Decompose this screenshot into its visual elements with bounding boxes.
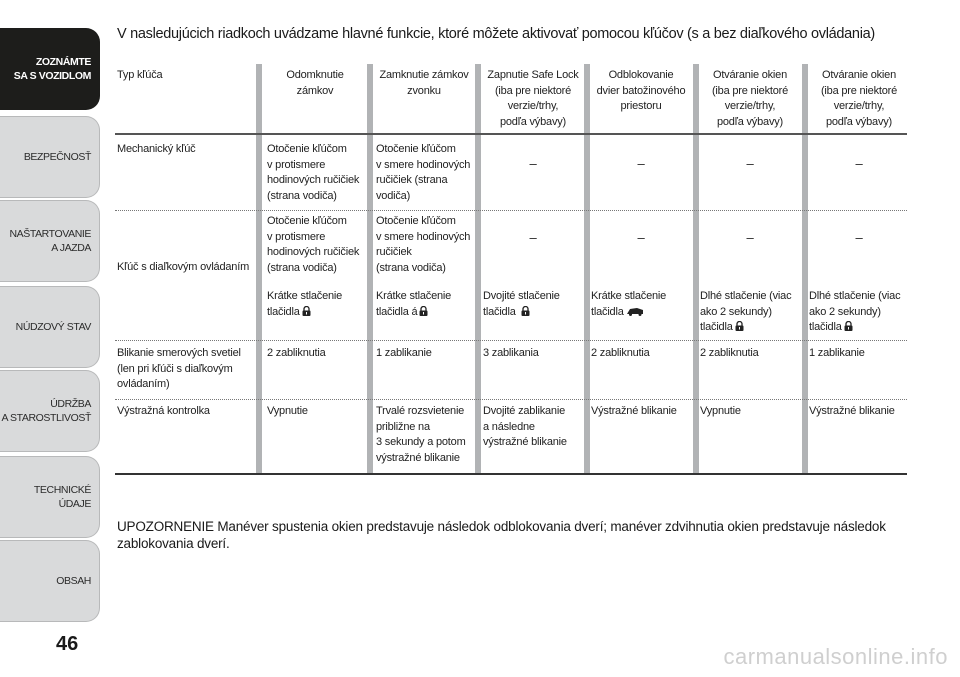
padlock-icon — [419, 306, 428, 316]
padlock-icon — [302, 306, 311, 316]
cell-mechanical-safe-lock: – — [529, 156, 537, 171]
header-separator — [115, 133, 907, 135]
header-windows-open: Otváranie okien (iba pre niektoré verzie/trhy, podľa výbavy) — [820, 69, 898, 128]
column-divider — [802, 64, 808, 474]
warning-note: UPOZORNENIE Manéver spustenia okien predstavuje následok odblokovania dverí; manéver zdvihnutia okien predstavuje následok zablokovania dverí. — [117, 519, 886, 551]
row-label-blinking: Blikanie smerových svetiel (len pri kľúči s diaľkovým ovládaním) — [117, 347, 241, 390]
padlock-icon — [735, 321, 744, 331]
intro-text: V nasledujúcich riadkoch uvádzame hlavné funkcie, ktoré môžete aktivovať pomocou kľúčov (s a bez diaľkového ovládania) — [117, 26, 875, 42]
cell-text: Dlhé stlačenie (viac ako 2 sekundy) tlačidla — [700, 290, 792, 333]
cell-mechanical-unlock: Otočenie kľúčom v protismere hodinových ručičiek (strana vodiča) — [267, 143, 360, 202]
tab-udrzba[interactable]: ÚDRŽBA A STAROSTLIVOSŤ — [0, 370, 100, 452]
tab-zoznamte-sa[interactable]: ZOZNÁMTE SA S VOZIDLOM — [0, 28, 100, 110]
cell-text: Krátke stlačenie tlačidla á — [376, 290, 452, 318]
cell-remote-turn-window: – — [746, 230, 754, 245]
table-bottom-rule — [115, 473, 907, 475]
header-lock: Zamknutie zámkov zvonku — [379, 69, 469, 97]
cell-remote-press-trunk — [591, 289, 691, 320]
header-key-type: Typ kľúča — [117, 69, 163, 81]
header-trunk: Odblokovanie dvier batožinového priestoru — [596, 69, 686, 112]
row-separator — [115, 340, 907, 341]
cell-blink-window: 2 zabliknutia — [700, 347, 759, 359]
row-separator — [115, 210, 907, 211]
cell-text: Krátke stlačenie tlačidla — [591, 290, 667, 318]
tab-nastartovanie[interactable]: NAŠTARTOVANIE A JAZDA — [0, 200, 100, 282]
cell-blink-unlock: 2 zabliknutia — [267, 347, 326, 359]
column-divider — [584, 64, 590, 474]
car-trunk-icon — [626, 306, 644, 316]
cell-text: Krátke stlačenie tlačidla — [267, 290, 343, 318]
column-divider — [367, 64, 373, 474]
cell-warning-trunk: Výstražné blikanie — [591, 405, 677, 417]
key-functions-table — [115, 64, 907, 476]
watermark: carmanualsonline.info — [723, 644, 948, 669]
row-label-remote: Kľúč s diaľkovým ovládaním — [117, 261, 250, 273]
tab-technicke-udaje[interactable]: TECHNICKÉ ÚDAJE — [0, 456, 100, 538]
page-number: 46 — [56, 633, 79, 655]
header-unlock: Odomknutie zámkov — [286, 69, 344, 97]
cell-remote-turn-window: – — [855, 230, 863, 245]
cell-remote-turn-lock: Otočenie kľúčom v smere hodinových ručičiek (strana vodiča) — [376, 215, 471, 274]
column-divider — [693, 64, 699, 474]
cell-remote-press-window — [700, 289, 802, 336]
tab-nudzovy-stav[interactable]: NÚDZOVÝ STAV — [0, 286, 100, 368]
cell-mechanical-trunk: – — [637, 156, 645, 171]
cell-remote-press-window — [809, 289, 907, 336]
row-label-warning-light: Výstražná kontrolka — [117, 405, 210, 417]
header-safe-lock: Zapnutie Safe Lock (iba pre niektoré verzie/trhy, podľa výbavy) — [487, 69, 579, 128]
cell-remote-press-unlock — [267, 289, 367, 320]
cell-remote-turn-unlock: Otočenie kľúčom v protismere hodinových ručičiek (strana vodiča) — [267, 215, 360, 274]
padlock-icon — [521, 306, 530, 316]
cell-blink-lock: 1 zablikanie — [376, 347, 432, 359]
tab-obsah[interactable]: OBSAH — [0, 540, 100, 622]
cell-warning-window: Výstražné blikanie — [809, 405, 895, 417]
cell-mechanical-window: – — [855, 156, 863, 171]
cell-blink-window: 1 zablikanie — [809, 347, 865, 359]
cell-remote-turn-trunk: – — [637, 230, 645, 245]
header-windows-open: Otváranie okien (iba pre niektoré verzie/trhy, podľa výbavy) — [711, 69, 789, 128]
cell-mechanical-lock: Otočenie kľúčom v smere hodinových ručičiek (strana vodiča) — [376, 143, 471, 202]
cell-remote-press-lock — [376, 289, 476, 320]
cell-remote-turn-safe-lock: – — [529, 230, 537, 245]
cell-remote-press-safe-lock — [483, 289, 583, 320]
cell-mechanical-window: – — [746, 156, 754, 171]
cell-text: Dlhé stlačenie (viac ako 2 sekundy) tlačidla — [809, 290, 901, 333]
row-separator — [115, 399, 907, 400]
cell-warning-unlock: Vypnutie — [267, 405, 308, 417]
cell-warning-window: Vypnutie — [700, 405, 741, 417]
row-label-mechanical: Mechanický kľúč — [117, 143, 196, 155]
cell-text: Dvojité stlačenie tlačidla — [483, 290, 560, 318]
cell-blink-safe-lock: 3 zablikania — [483, 347, 539, 359]
tab-bezpecnost[interactable]: BEZPEČNOSŤ — [0, 116, 100, 198]
padlock-icon — [844, 321, 853, 331]
cell-warning-lock: Trvalé rozsvietenie približne na 3 sekundy a potom výstražné blikanie — [376, 405, 466, 464]
cell-blink-trunk: 2 zabliknutia — [591, 347, 650, 359]
cell-warning-safe-lock: Dvojité zablikanie a následne výstražné blikanie — [483, 405, 567, 448]
